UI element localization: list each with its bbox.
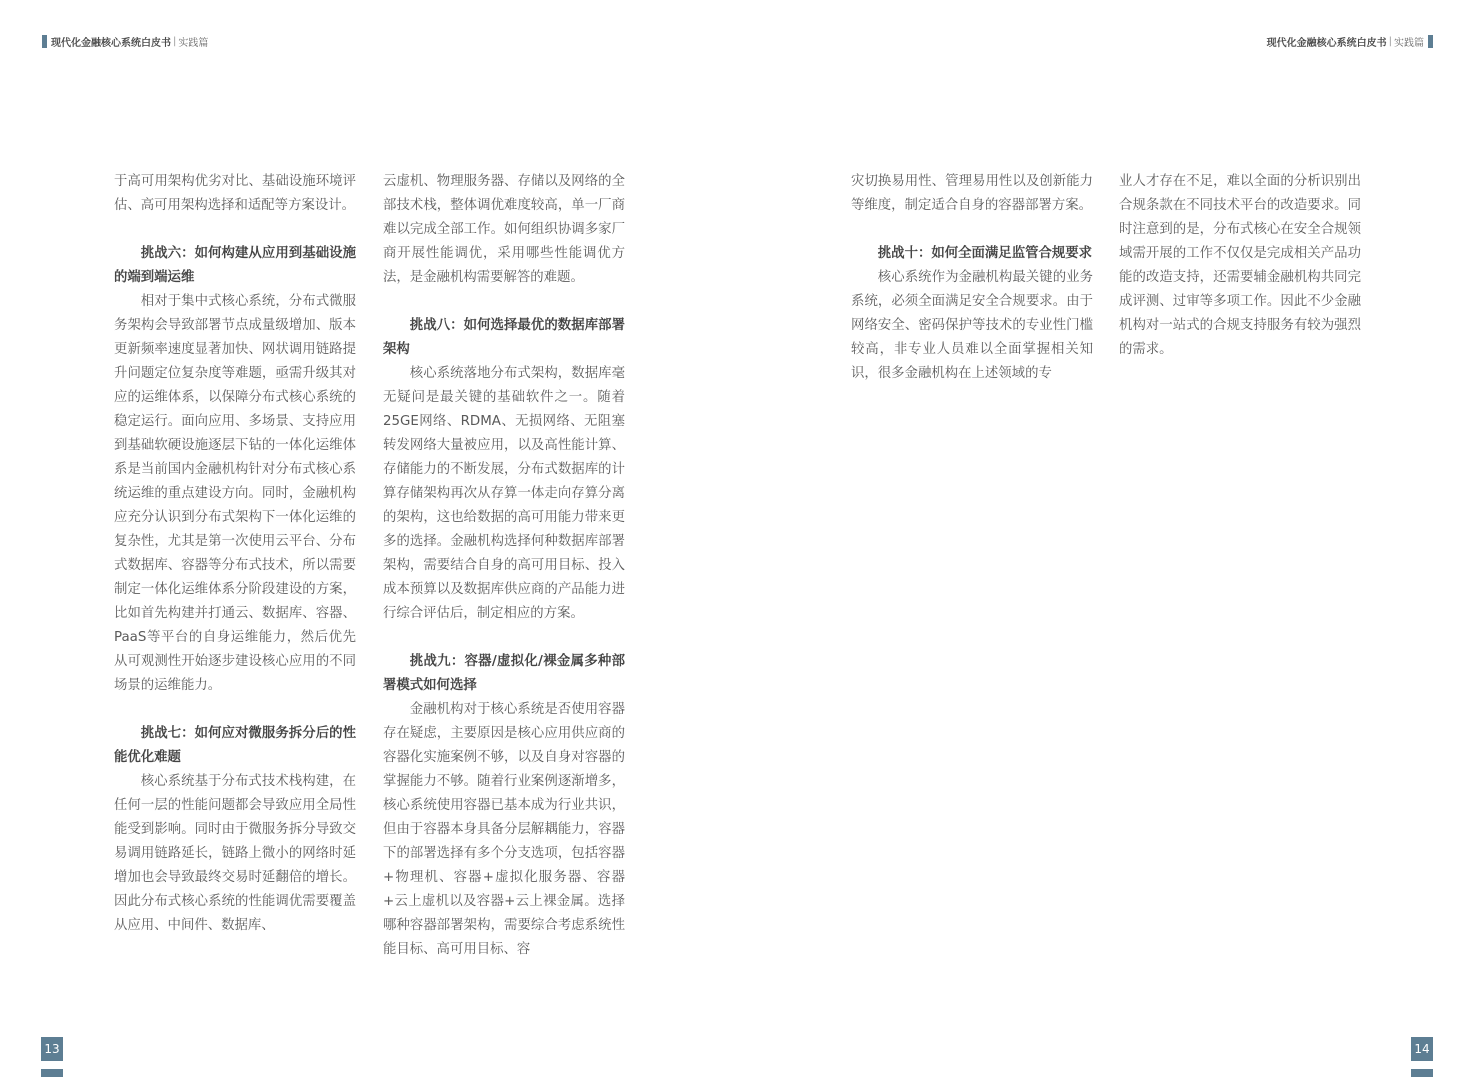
header-title: 现代化金融核心系统白皮书 <box>1266 37 1387 49</box>
paragraph: 核心系统作为金融机构最关键的业务系统，必须全面满足安全合规要求。由于网络安全、密码保护等技术的专业性门槛较高，非专业人员难以全面掌握相关知识，很多金融机构在上述领域的专 <box>851 270 1093 381</box>
paragraph: 相对于集中式核心系统，分布式微服务架构会导致部署节点成量级增加、版本更新频率速度显著加快、网状调用链路提升问题定位复杂度等难题，亟需升级其对应的运维体系，以保障分布式核心系统的稳定运行。面向应用、多场景、支持应用到基础软硬设施逐层下钻的一体化运维体系是当前国内金融机构针对分布式核心系统运维的重点建设方向。同时，金融机构应充分认识到分布式架构下一体化运维的复杂性，尤其是第一次使用云平台、分布式数据库、容器等分布式技术，所以需要制定一体化运维体系分阶段建设的方案，比如首先构建并打通云、数据库、容器、PaaS等平台的自身运维能力，然后优先从可观测性开始逐步建设核心应用的不同场景的运维能力。 <box>114 294 356 693</box>
page-number-left: 13 <box>41 1037 63 1061</box>
paragraph: 灾切换易用性、管理易用性以及创新能力等维度，制定适合自身的容器部署方案。 <box>851 174 1093 213</box>
header-separator: | <box>173 35 177 47</box>
section-heading-challenge-6: 挑战六：如何构建从应用到基础设施的端到端运维 <box>114 246 356 285</box>
paragraph: 业人才存在不足，难以全面的分析识别出合规条款在不同技术平台的改造要求。同时注意到的是，分布式核心在安全合规领域需开展的工作不仅仅是完成相关产品功能的改造支持，还需要辅金融机构共同完成评测、过审等多项工作。因此不少金融机构对一站式的合规支持服务有较为强烈的需求。 <box>1119 174 1361 357</box>
paragraph: 核心系统落地分布式架构，数据库毫无疑问是最关键的基础软件之一。随着25GE网络、RDMA、无损网络、无阻塞转发网络大量被应用，以及高性能计算、存储能力的不断发展，分布式数据库的计算存储架构再次从存算一体走向存算分离的架构，这也给数据的高可用能力带来更多的选择。金融机构选择何种数据库部署架构，需要结合自身的高可用目标、投入成本预算以及数据库供应商的产品能力进行综合评估后，制定相应的方案。 <box>383 366 625 621</box>
section-heading-challenge-9: 挑战九：容器/虚拟化/裸金属多种部署模式如何选择 <box>383 654 625 693</box>
page-number-bar-left <box>41 1069 63 1077</box>
text-column-1 <box>114 170 356 938</box>
text-column-4 <box>1119 170 1361 362</box>
text-column-3 <box>851 170 1093 386</box>
page-header-left <box>42 34 208 48</box>
page-number-right: 14 <box>1411 1037 1433 1061</box>
section-heading-challenge-7: 挑战七：如何应对微服务拆分后的性能优化难题 <box>114 726 356 765</box>
paragraph: 云虚机、物理服务器、存储以及网络的全部技术栈，整体调优难度较高，单一厂商难以完成全部工作。如何组织协调多家厂商开展性能调优，采用哪些性能调优方法，是金融机构需要解答的难题。 <box>383 174 625 285</box>
header-accent-bar <box>42 35 47 48</box>
paragraph: 于高可用架构优劣对比、基础设施环境评估、高可用架构选择和适配等方案设计。 <box>114 174 356 213</box>
header-subtitle: 实践篇 <box>178 37 209 49</box>
page-header-right <box>1267 34 1433 48</box>
header-accent-bar <box>1428 35 1433 48</box>
section-heading-challenge-10: 挑战十：如何全面满足监管合规要求 <box>877 246 1093 261</box>
paragraph: 核心系统基于分布式技术栈构建，在任何一层的性能问题都会导致应用全局性能受到影响。同时由于微服务拆分导致交易调用链路延长，链路上微小的网络时延增加也会导致最终交易时延翻倍的增长。因此分布式核心系统的性能调优需要覆盖从应用、中间件、数据库、 <box>114 774 356 933</box>
text-column-2 <box>383 170 625 962</box>
header-separator: | <box>1388 35 1392 47</box>
header-subtitle: 实践篇 <box>1394 37 1424 49</box>
paragraph: 金融机构对于核心系统是否使用容器存在疑虑，主要原因是核心应用供应商的容器化实施案例不够，以及自身对容器的掌握能力不够。随着行业案例逐渐增多，核心系统使用容器已基本成为行业共识，但由于容器本身具备分层解耦能力，容器下的部署选择有多个分支选项，包括容器+物理机、容器+虚拟化服务器、容器+云上虚机以及容器+云上裸金属。选择哪种容器部署架构，需要综合考虑系统性能目标、高可用目标、容 <box>383 702 625 957</box>
section-heading-challenge-8: 挑战八：如何选择最优的数据库部署架构 <box>383 318 625 357</box>
header-title: 现代化金融核心系统白皮书 <box>51 37 171 49</box>
page-number-bar-right <box>1411 1069 1433 1077</box>
